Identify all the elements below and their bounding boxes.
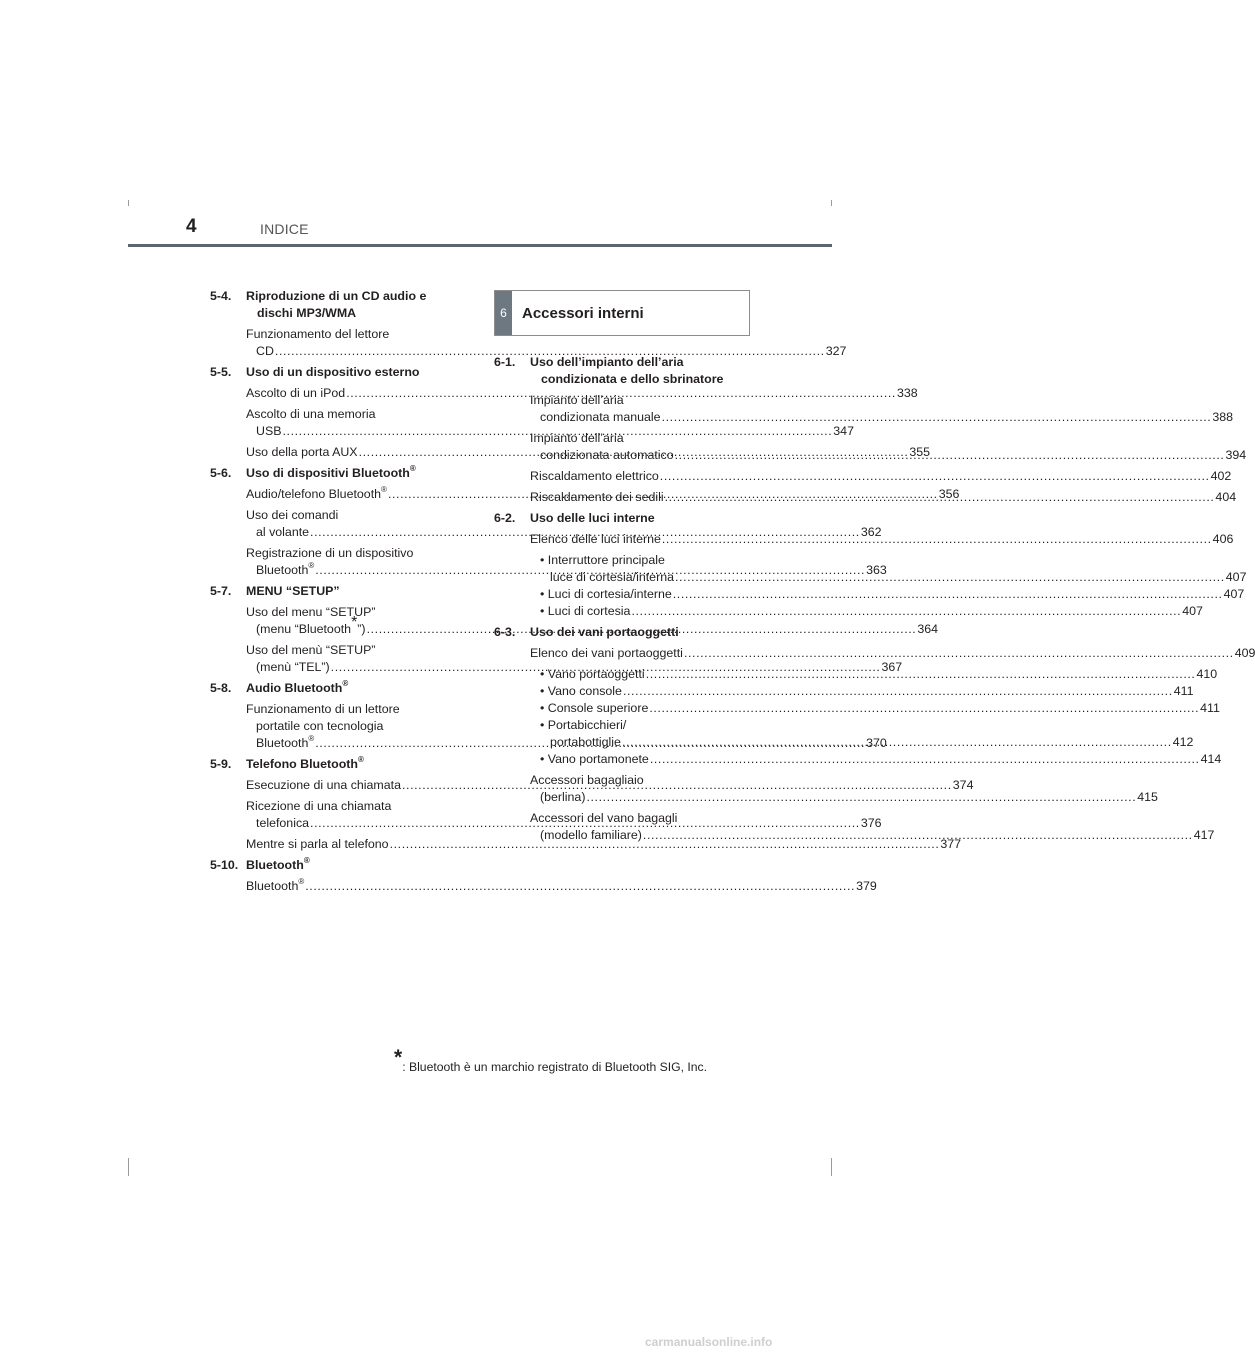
entry-label [540,410,661,424]
entry-text: Uso del menù “SETUP” [246,643,376,657]
footnote-asterisk: * [394,1046,403,1069]
entry-label [540,586,672,603]
registered-mark: ® [303,855,310,865]
leader-dots [662,531,1212,548]
crop-mark [831,200,832,206]
section-number: 5-8. [210,681,232,695]
page-title: INDICE [260,221,309,237]
leader-dots [650,751,1200,768]
entry-text: Bluetooth [256,563,309,577]
entry-text: condizionata automatico [540,448,674,462]
toc-entry[interactable] [494,468,1232,485]
page-ref: 363 [866,563,887,577]
entry-line [530,468,1232,485]
entry-text: Impianto dell’aria [530,393,624,407]
leader-dots [623,683,1173,700]
entry-text: Elenco delle luci interne [530,532,661,546]
entry-label [550,570,674,584]
page-ref: 374 [952,778,974,792]
section-heading [494,624,744,641]
page-ref: 412 [1172,735,1194,749]
entry-text: Accessori del vano bagagli [530,811,678,825]
entry-label [246,878,304,895]
section-number: 5-10. [210,858,239,872]
entry-line [246,343,847,360]
entry-line [246,836,962,853]
crop-mark [831,1158,832,1176]
entry-line [540,683,1194,700]
page-ref: 362 [860,525,882,539]
leader-dots [631,603,1181,620]
page-ref: 415 [1137,790,1158,804]
entry-text: (berlina) [540,790,586,804]
toc-entry[interactable] [210,836,962,853]
toc-subentry[interactable] [494,586,1245,603]
section-title-text: Uso di un dispositivo esterno [246,365,420,379]
entry-line [530,645,1255,662]
section-heading [210,288,460,322]
section-title-text: MENU “SETUP” [246,584,340,598]
section-title [246,680,460,697]
entry-text: Ascolto di un iPod [246,386,346,400]
registered-mark: ® [298,876,305,886]
page-ref: 409 [1234,646,1255,660]
section-title-text: Uso dei vani portaoggetti [530,625,679,639]
entry-text: • Vano portaoggetti [540,667,645,681]
section-title-cont: condizionata e dello sbrinatore [541,372,724,386]
page-ref: 377 [940,837,962,851]
page-ref: 356 [938,487,960,501]
entry-text: CD [256,344,274,358]
entry-text: portatile con tecnologia [256,719,384,733]
page-ref: 407 [1223,587,1245,601]
chapter-title: Accessori interni [522,304,644,322]
registered-mark: ® [357,754,364,764]
entry-text: ”) [357,622,366,636]
section-title [530,624,744,641]
section-title [246,288,460,305]
page-ref: 414 [1200,752,1222,766]
entry-text: • Portabicchieri/ [540,718,627,732]
page-ref: 388 [1212,410,1234,424]
entry-line [540,603,1203,620]
entry-text: Mentre si parla al telefono [246,837,389,851]
section-title-text: Bluetooth [246,858,304,872]
footnote [394,1046,750,1074]
page-ref: 404 [1215,490,1237,504]
entry-text: (modello familiare) [540,828,642,842]
entry-text: Bluetooth [256,736,309,750]
section-number: 6-2. [494,511,516,525]
entry-line [540,586,1245,603]
entry-label [246,444,358,461]
page-ref: 355 [909,445,931,459]
entry-text: • Vano console [540,684,622,698]
page-ref: 406 [1212,532,1234,546]
entry-line [540,700,1220,717]
registered-mark: ® [308,733,315,743]
registered-mark: ® [342,678,349,688]
entry-text: luce di cortesia/interna [550,570,674,584]
page-ref: 411 [1173,684,1194,698]
entry-label [540,683,622,700]
entry-label [530,489,664,506]
section-number: 5-4. [210,289,232,303]
entry-text: (menù “TEL”) [256,660,330,674]
section-title [530,354,744,371]
section-heading [210,756,460,773]
entry-label [256,733,315,750]
section-heading [494,354,744,388]
section-heading [210,583,460,600]
entry-label [540,603,630,620]
entry-text: condizionata manuale [540,410,661,424]
leader-dots [673,586,1223,603]
entry-text: Uso della porta AUX [246,445,358,459]
page-ref: 379 [856,879,877,893]
entry-text: Bluetooth [246,879,299,893]
toc-subentry[interactable] [494,751,1222,768]
chapter-number-badge: 6 [495,291,512,335]
section-title [530,510,744,527]
entry-text: Audio/telefono Bluetooth [246,487,382,501]
page-ref: 407 [1182,604,1203,618]
section-heading [210,857,460,874]
entry-text: Uso dei comandi [246,508,339,522]
entry-label [256,660,330,674]
section-number: 5-7. [210,584,232,598]
leader-dots [305,878,855,895]
page-ref: 411 [1200,701,1220,715]
entry-text: • Luci di cortesia [540,604,631,618]
page-ref: 338 [896,386,918,400]
entry-text: • Interruttore principale [540,553,665,567]
entry-text: Funzionamento del lettore [246,327,390,341]
registered-mark: ® [409,463,416,473]
page-ref: 370 [866,736,887,750]
entry-label [550,735,621,749]
section-number: 5-9. [210,757,232,771]
crop-mark [128,1158,129,1176]
entry-label [530,468,659,485]
page-ref: 402 [1210,469,1232,483]
entry-label [256,424,281,438]
leader-dots [662,410,1212,424]
toc-subentry[interactable] [494,683,1194,700]
leader-dots [649,700,1199,717]
section-heading [210,364,460,381]
registered-mark: ® [308,560,315,570]
section-number: 6-1. [494,355,516,369]
section-heading [210,680,460,697]
section-title-cont: dischi MP3/WMA [257,306,357,320]
entry-label [246,486,387,503]
entry-text: Impianto dell’aria [530,431,624,445]
chapter-tab[interactable] [494,290,750,336]
toc-entry[interactable] [210,326,847,360]
leader-dots [684,645,1234,662]
section-title-text: Riproduzione di un CD audio e [246,289,427,303]
entry-label [540,751,649,768]
page-ref: 327 [825,344,847,358]
section-title [246,583,460,600]
entry-label [540,828,642,842]
section-heading [210,465,460,482]
entry-text: telefonica [256,816,310,830]
section-number: 5-6. [210,466,232,480]
entry-text: portabottiglie [550,735,621,749]
leader-dots [665,489,1215,506]
entry-text: • Vano portamonete [540,752,649,766]
entry-label [530,645,683,662]
section-title-text: Uso di dispositivi Bluetooth [246,466,410,480]
leader-dots [675,570,1225,584]
page-number: 4 [186,216,197,237]
section-number: 5-5. [210,365,232,379]
entry-label [246,836,389,853]
section-title-text: Uso delle luci interne [530,511,655,525]
section-number: 6-3. [494,625,516,639]
entry-line [530,789,1158,806]
section-title-text: Audio Bluetooth [246,681,343,695]
page-ref: 376 [860,816,882,830]
entry-text: Elenco dei vani portaoggetti [530,646,683,660]
toc-entry[interactable] [494,645,1255,662]
entry-text: Riscaldamento dei sedili [530,490,664,504]
section-heading [494,510,744,527]
entry-text: Registrazione di un dispositivo [246,546,414,560]
page-ref: 407 [1225,570,1247,584]
leader-dots [675,448,1225,462]
entry-line [530,409,1234,426]
page-ref: 364 [917,622,939,636]
toc-subentry[interactable] [494,603,1203,620]
entry-text: Funzionamento di un lettore [246,702,400,716]
entry-label [540,790,585,804]
entry-text: (menu “Bluetooth [256,622,352,636]
entry-label [540,700,648,717]
entry-label [540,666,645,683]
leader-dots [586,790,1136,804]
entry-label [256,560,315,577]
entry-label [530,531,661,548]
watermark: carmanualsonline.info [645,1335,773,1349]
entry-text: Ricezione di una chiamata [246,799,392,813]
entry-text: Esecuzione di una chiamata [246,778,401,792]
entry-label [246,385,345,402]
entry-label [256,614,366,636]
entry-label [256,344,274,358]
header-divider [128,244,832,247]
entry-text: • Luci di cortesia/interne [540,587,672,601]
leader-dots [660,468,1210,485]
leader-dots [622,735,1172,749]
entry-line [540,751,1222,768]
entry-label [540,448,674,462]
registered-mark: ® [381,484,387,494]
entry-text: Uso del menu “SETUP” [246,605,376,619]
section-title [246,756,460,773]
entry-text: • Console superiore [540,701,649,715]
page-ref: 347 [833,424,854,438]
page-ref: 410 [1196,667,1218,681]
leader-dots [646,666,1196,683]
crop-mark [128,200,129,206]
section-title [246,364,460,381]
entry-text: Ascolto di una memoria [246,407,376,421]
toc-subentry[interactable] [494,700,1220,717]
section-title-text: Uso dell’impianto dell’aria [530,355,684,369]
entry-line [246,876,877,895]
page-ref: 417 [1193,828,1215,842]
footnote-text: : Bluetooth è un marchio registrato di Bluetooth SIG, Inc. [402,1060,708,1074]
asterisk-mark: * [351,614,358,631]
entry-label [246,777,401,794]
section-title [246,465,460,482]
toc-entry[interactable] [210,876,877,895]
page-ref: 367 [881,660,903,674]
leader-dots [643,828,1193,842]
page-ref: 394 [1225,448,1247,462]
entry-label [256,816,309,830]
entry-text: al volante [256,525,310,539]
entry-text: Accessori bagagliaio [530,773,644,787]
section-title [246,857,460,874]
section-title-text: Telefono Bluetooth [246,757,358,771]
entry-text: Riscaldamento elettrico [530,469,659,483]
entry-label [256,525,309,539]
entry-text: USB [256,424,282,438]
